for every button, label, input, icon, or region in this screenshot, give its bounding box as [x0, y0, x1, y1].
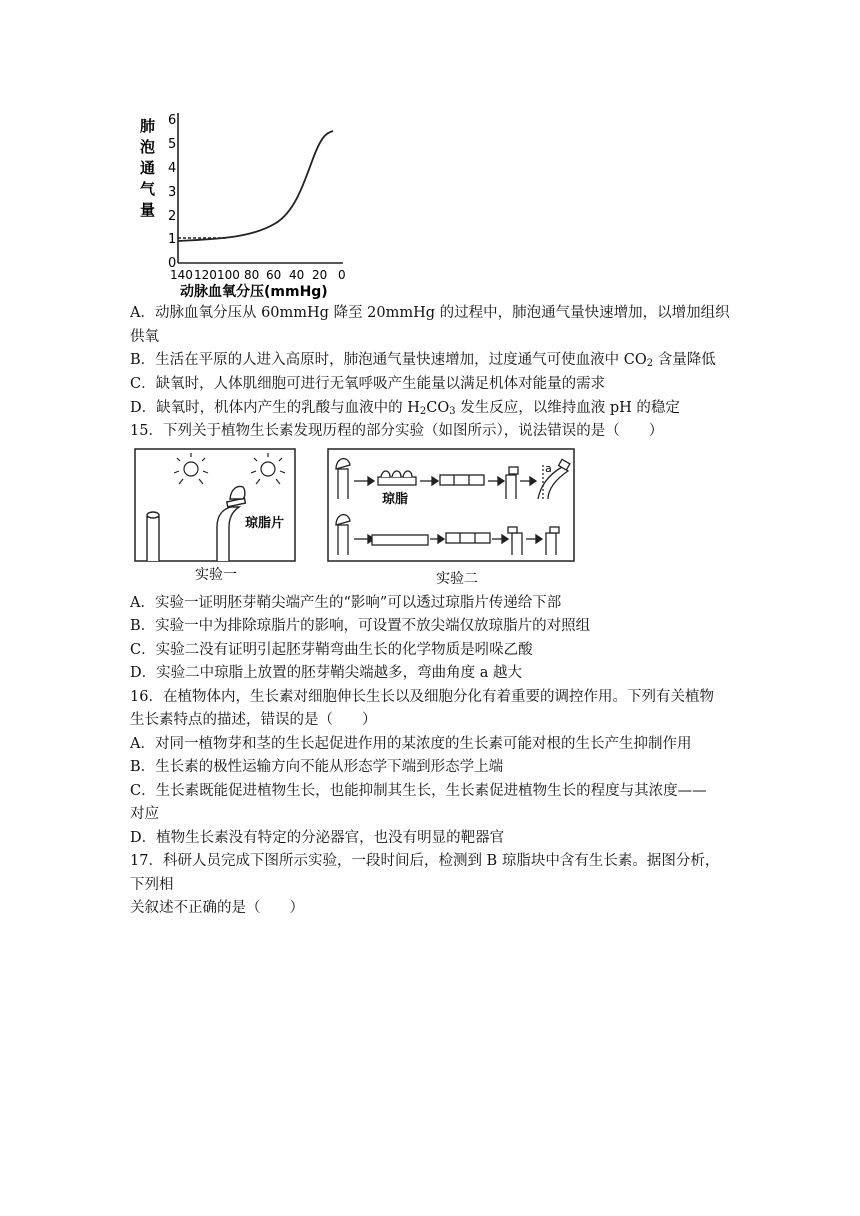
y-tick-label: 6 [168, 113, 177, 128]
q14-option-d-text-end: 发生反应，以维持血液 pH 的稳定 [455, 400, 680, 416]
q15-option-b: B．实验一中为排除琼脂片的影响，可设置不放尖端仅放琼脂片的对照组 [130, 618, 591, 634]
experiment-two-figure [326, 447, 586, 590]
sun-icon [251, 453, 285, 484]
q16-option-c-line1: C．生长素既能促进植物生长，也能抑制其生长，生长素促进植物生长的程度与其浓度—— [130, 783, 707, 799]
q15-option-d: D．实验二中琼脂上放置的胚芽鞘尖端越多，弯曲角度 a 越大 [130, 665, 522, 681]
experiment-one-label: 实验一 [195, 567, 237, 583]
y-tick-label: 4 [168, 161, 177, 176]
q16-stem-line2: 生长素特点的描述，错误的是（ ） [130, 712, 377, 728]
ventilation-curve [178, 131, 333, 241]
agar-label: 琼脂 [382, 492, 409, 507]
y-tick-label: 0 [168, 256, 177, 271]
ventilation-graph [128, 105, 363, 300]
q15-stem: 15．下列关于植物生长素发现历程的部分实验（如图所示），说法错误的是（ ） [130, 423, 664, 439]
agar-sheet-label: 琼脂片 [245, 516, 285, 531]
coleoptile-cut [147, 512, 159, 561]
q16-stem-line1: 16．在植物体内，生长素对细胞伸长生长以及细胞分化有着重要的调控作用。下列有关植物 [130, 689, 714, 705]
q15-option-a: A．实验一证明胚芽鞘尖端产生的“影响”可以透过琼脂片传递给下部 [130, 595, 562, 611]
q14-option-d-formula: CO [426, 400, 450, 416]
y-axis-title-char: 通 [140, 159, 156, 177]
row-without-tips [336, 515, 559, 555]
y-axis-title-char: 气 [140, 180, 156, 198]
q14-option-b [130, 350, 735, 370]
q16-option-c-line2: 对应 [130, 806, 159, 822]
y-axis-title-char: 泡 [140, 138, 156, 156]
q15-option-c: C．实验二没有证明引起胚芽鞘弯曲生长的化学物质是吲哚乙酸 [130, 642, 533, 658]
x-tick-label: 140 [170, 268, 193, 282]
y-tick-label: 1 [168, 232, 177, 247]
q14-option-c: C．缺氧时，人体肌细胞可进行无氧呼吸产生能量以满足机体对能量的需求 [130, 376, 606, 392]
q14-option-a-line2: 供氧 [130, 329, 159, 345]
q14-option-d-subscript: 3 [449, 406, 456, 417]
sun-icon [174, 453, 208, 484]
q14-option-d-text: D．缺氧时，机体内产生的乳酸与血液中的 H [130, 400, 420, 416]
x-tick-label: 40 [289, 268, 305, 282]
experiment-two-frame [328, 449, 574, 561]
q16-option-d: D．植物生长素没有特定的分泌器官，也没有明显的靶器官 [130, 830, 505, 846]
q16-option-b: B．生长素的极性运输方向不能从形态学下端到形态学上端 [130, 759, 504, 775]
q17-stem-line2: 下列相 [130, 877, 174, 893]
x-tick-label: 0 [338, 268, 346, 282]
x-tick-label: 20 [312, 268, 328, 282]
q14-option-d-subscript: 2 [419, 406, 427, 417]
q14-option-b-text-end: 含量降低 [653, 352, 716, 368]
y-axis-title-char: 量 [140, 201, 156, 219]
x-tick-label: 120 [194, 268, 217, 282]
x-tick-label: 100 [217, 268, 240, 282]
x-axis-title: 动脉血氧分压(mmHg) [180, 284, 328, 300]
y-tick-label: 3 [168, 185, 177, 200]
coleoptile-bent [217, 487, 245, 562]
experiment-one-figure [133, 447, 298, 587]
x-tick-label: 80 [244, 268, 260, 282]
q14-option-b-text: B．生活在平原的人进入高原时，肺泡通气量快速增加，过度通气可使血液中 CO [130, 352, 647, 368]
y-tick-label: 2 [168, 209, 177, 224]
experiment-two-label: 实验二 [436, 571, 478, 587]
angle-label: a [545, 462, 552, 475]
q14-option-b-subscript: 2 [646, 358, 654, 369]
q17-stem-line1: 17．科研人员完成下图所示实验，一段时间后，检测到 B 琼脂块中含有生长素。据图分析， [130, 853, 720, 869]
q14-option-d [130, 398, 735, 418]
y-axis-title-char: 肺 [140, 117, 156, 135]
x-tick-label: 60 [266, 268, 282, 282]
q16-option-a: A．对同一植物芽和茎的生长起促进作用的某浓度的生长素可能对根的生长产生抑制作用 [130, 736, 692, 752]
row-with-tips [336, 459, 570, 499]
q17-stem-line3: 关叙述不正确的是（ ） [130, 900, 304, 916]
q14-option-a-line1: A．动脉血氧分压从 60mmHg 降至 20mmHg 的过程中，肺泡通气量快速增加，以增加组织 [130, 305, 730, 321]
y-tick-label: 5 [168, 137, 177, 152]
